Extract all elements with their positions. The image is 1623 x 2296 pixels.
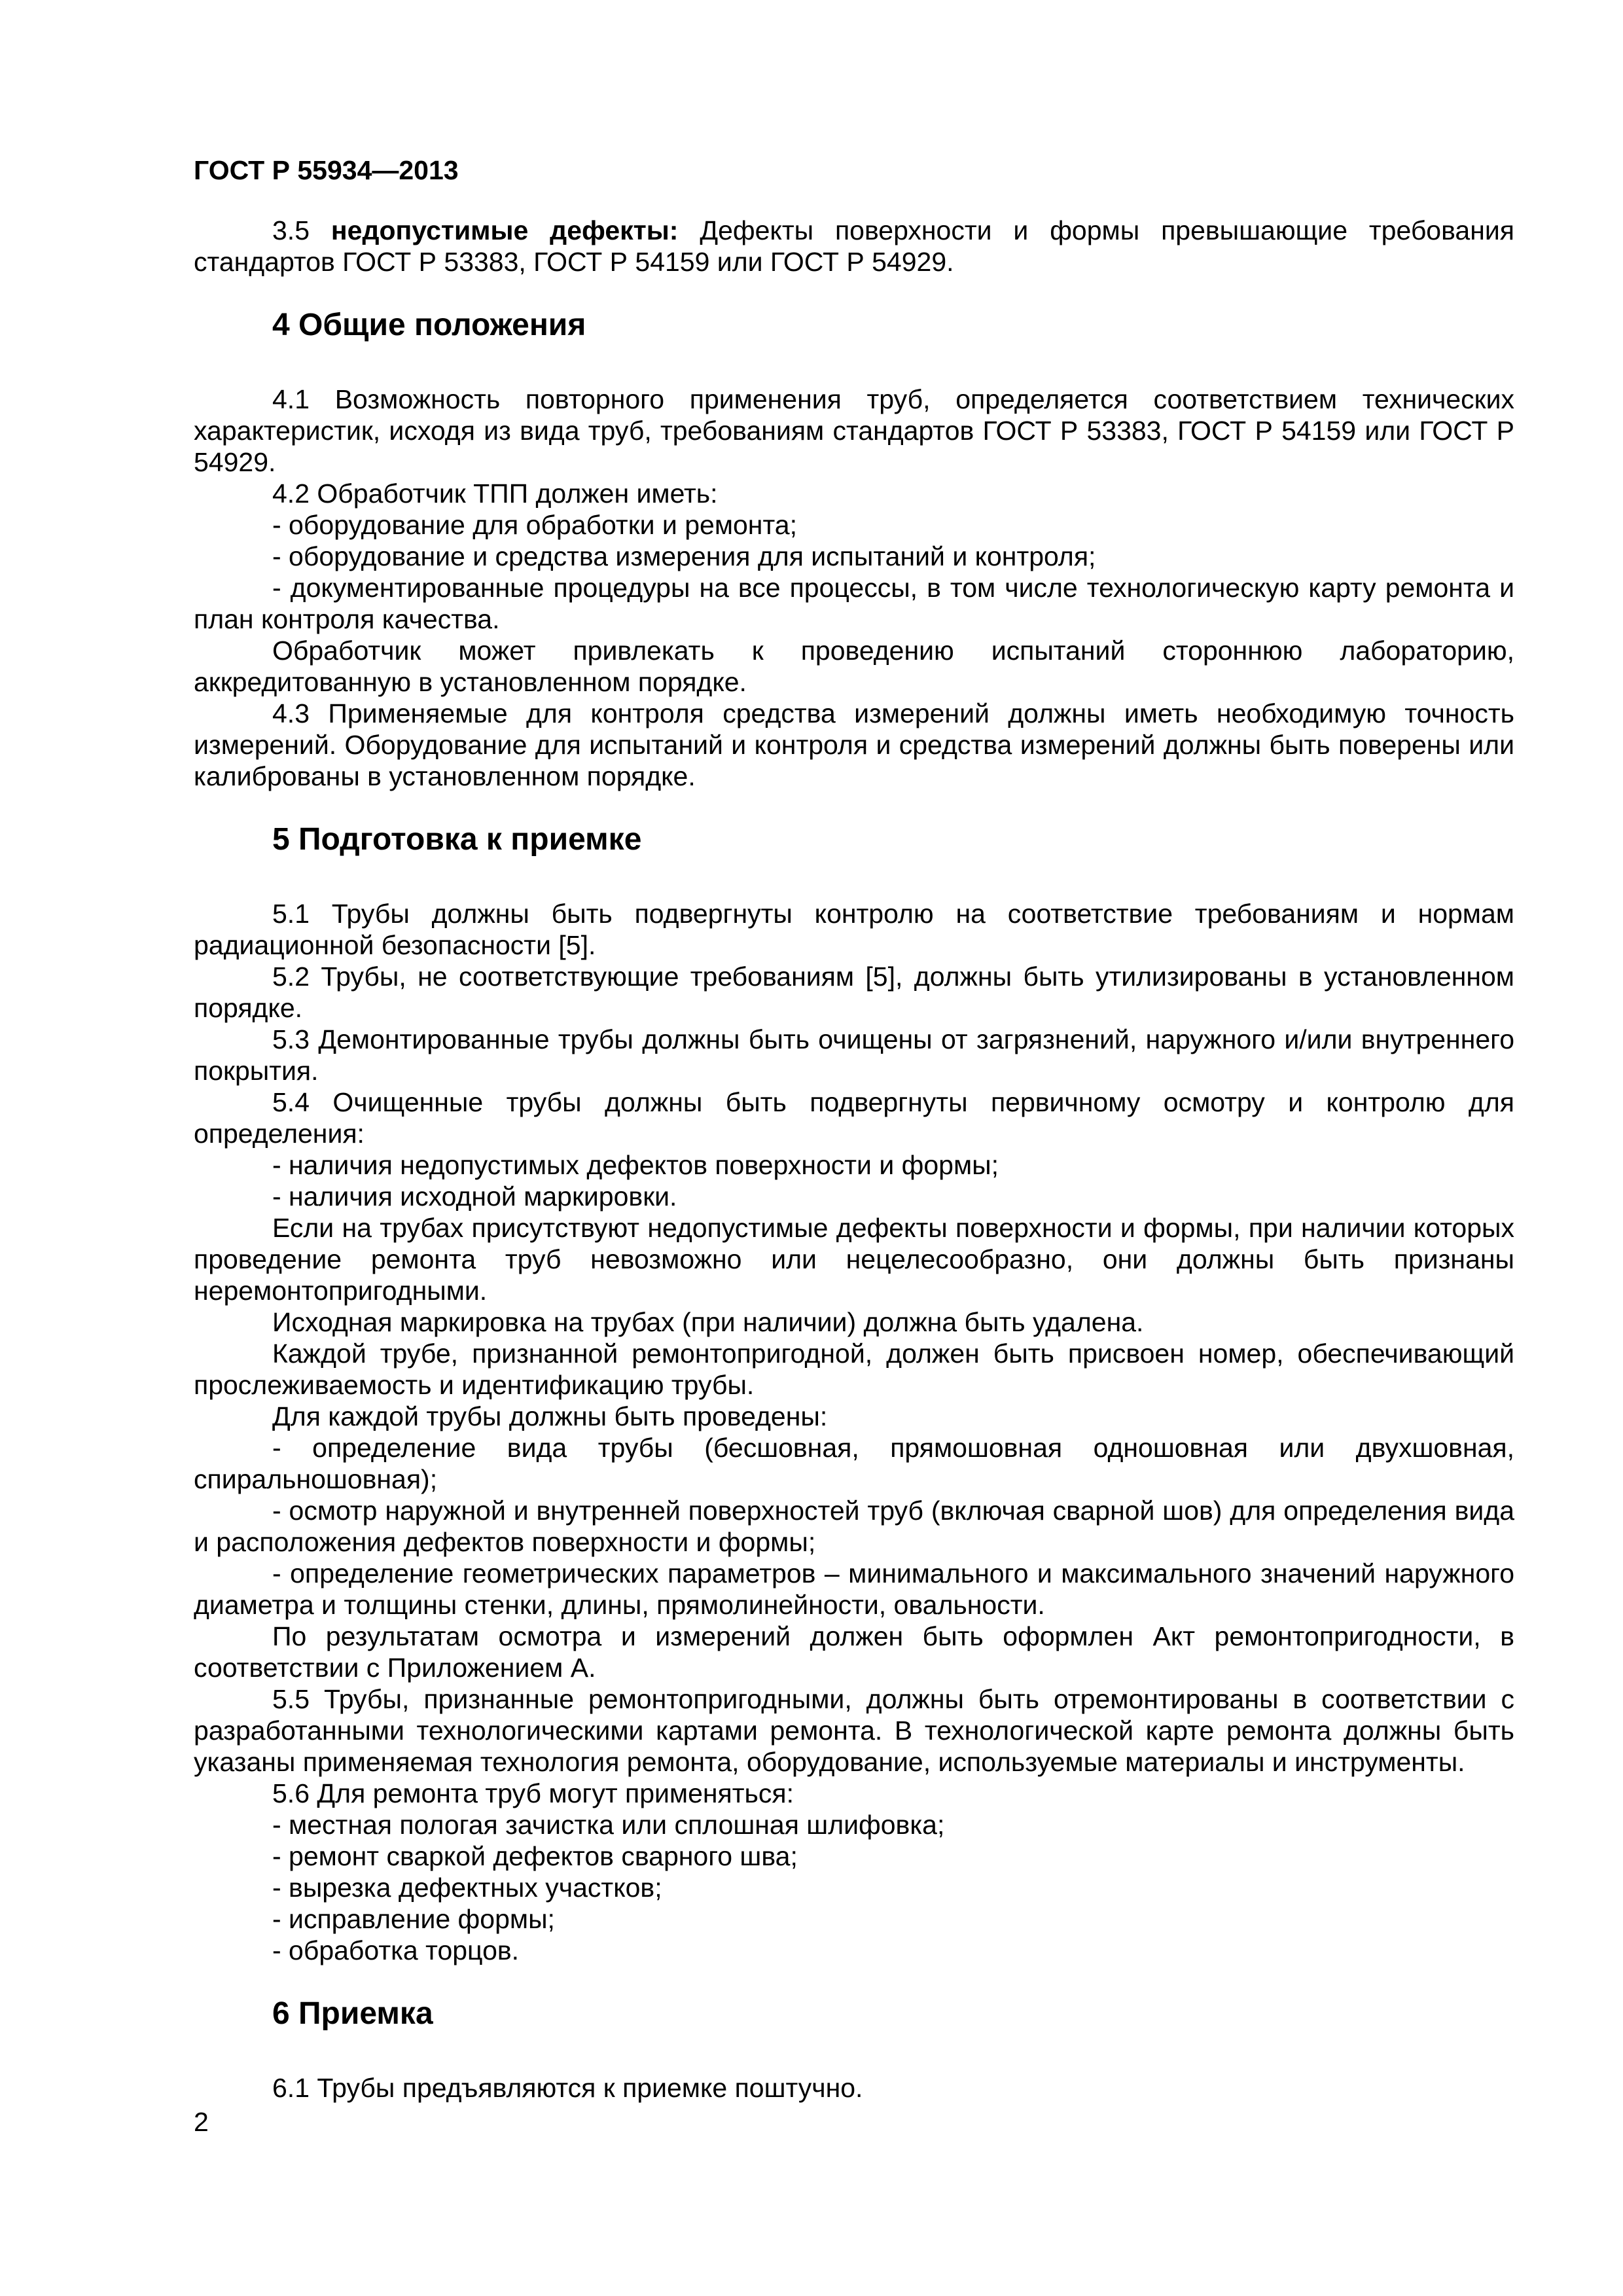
document-header: ГОСТ Р 55934—2013 bbox=[194, 155, 459, 185]
clause-3-5 bbox=[194, 215, 1514, 278]
document-page bbox=[194, 0, 1514, 2296]
list-item: - местная пологая зачистка или сплошная шлифовка; bbox=[272, 1810, 945, 1840]
clause-5-3: 5.3 Демонтированные трубы должны быть очищены от загрязнений, наружного и/или внутреннего покрытия. bbox=[194, 1024, 1514, 1086]
clause-5-1: 5.1 Трубы должны быть подвергнуты контролю на соответствие требованиям и нормам радиационной безопасности [5]. bbox=[194, 899, 1514, 960]
section-4-heading: 4 Общие положения bbox=[272, 308, 586, 342]
list-item: - определение вида трубы (бесшовная, прямошовная одношовная или двухшовная, спиральношовная); bbox=[194, 1433, 1514, 1494]
list-item: - документированные процедуры на все процессы, в том числе технологическую карту ремонта и план контроля качества. bbox=[194, 573, 1514, 634]
clause-4-2: 4.2 Обработчик ТПП должен иметь: bbox=[272, 478, 718, 509]
list-item: - наличия недопустимых дефектов поверхности и формы; bbox=[272, 1150, 999, 1180]
clause-5-2: 5.2 Трубы, не соответствующие требованиям [5], должны быть утилизированы в установленном порядке. bbox=[194, 961, 1514, 1023]
paragraph: Обработчик может привлекать к проведению испытаний стороннюю лабораторию, аккредитованную в установленном порядке. bbox=[194, 636, 1514, 697]
clause-4-1: 4.1 Возможность повторного применения труб, определяется соответствием технических характеристик, исходя из вида труб, требованиям стандартов ГОСТ Р 53383, ГОСТ Р 54159 или ГОСТ Р 54929. bbox=[194, 384, 1514, 477]
paragraph: Для каждой трубы должны быть проведены: bbox=[272, 1401, 828, 1431]
clause-5-5: 5.5 Трубы, признанные ремонтопригодными, должны быть отремонтированы в соответствии с разработанными технологическими картами ремонта. В технологической карте ремонта должны быть указаны применяемая технология ремонта, оборудование, используемые материалы и инструменты. bbox=[194, 1684, 1514, 1777]
page-number: 2 bbox=[194, 2107, 209, 2137]
list-item: - определение геометрических параметров – минимального и максимального значений наружного диаметра и толщины стенки, длины, прямолинейности, овальности. bbox=[194, 1558, 1514, 1620]
list-item: - наличия исходной маркировки. bbox=[272, 1181, 677, 1211]
clause-5-4: 5.4 Очищенные трубы должны быть подвергнуты первичному осмотру и контролю для определения: bbox=[194, 1087, 1514, 1149]
clause-4-3: 4.3 Применяемые для контроля средства измерений должны иметь необходимую точность измерений. Оборудование для испытаний и контроля и средства измерений должны быть поверены или калиброваны в установленном порядке. bbox=[194, 698, 1514, 791]
paragraph: Если на трубах присутствуют недопустимые дефекты поверхности и формы, при наличии которых проведение ремонта труб невозможно или нецелесообразно, они должны быть признаны неремонтопригодными. bbox=[194, 1213, 1514, 1306]
list-item: - оборудование и средства измерения для испытаний и контроля; bbox=[272, 541, 1096, 571]
list-item: - оборудование для обработки и ремонта; bbox=[272, 510, 797, 540]
clause-number: 3.5 bbox=[272, 215, 310, 245]
paragraph: Каждой трубе, признанной ремонтопригодной, должен быть присвоен номер, обеспечивающий прослеживаемость и идентификацию трубы. bbox=[194, 1338, 1514, 1400]
list-item: - исправление формы; bbox=[272, 1904, 555, 1934]
clause-6-1: 6.1 Трубы предъявляются к приемке поштучно. bbox=[272, 2073, 863, 2103]
clause-5-6: 5.6 Для ремонта труб могут применяться: bbox=[272, 1778, 794, 1808]
section-5-heading: 5 Подготовка к приемке bbox=[272, 822, 642, 857]
list-item: - ремонт сваркой дефектов сварного шва; bbox=[272, 1841, 798, 1871]
list-item: - вырезка дефектных участков; bbox=[272, 1873, 662, 1903]
list-item: - обработка торцов. bbox=[272, 1935, 520, 1965]
paragraph: По результатам осмотра и измерений должен быть оформлен Акт ремонтопригодности, в соответствии с Приложением А. bbox=[194, 1621, 1514, 1683]
section-6-heading: 6 Приемка bbox=[272, 1996, 433, 2031]
term-bold: недопустимые дефекты: bbox=[330, 215, 679, 245]
document-body bbox=[194, 215, 1514, 2104]
clause-text: Дефекты поверхности и формы превышающие требования стандартов ГОСТ Р 53383, ГОСТ Р 54159 или ГОСТ Р 54929. bbox=[194, 215, 1514, 277]
paragraph: Исходная маркировка на трубах (при наличии) должна быть удалена. bbox=[272, 1307, 1144, 1337]
list-item: - осмотр наружной и внутренней поверхностей труб (включая сварной шов) для определения вида и расположения дефектов поверхности и формы; bbox=[194, 1496, 1514, 1557]
